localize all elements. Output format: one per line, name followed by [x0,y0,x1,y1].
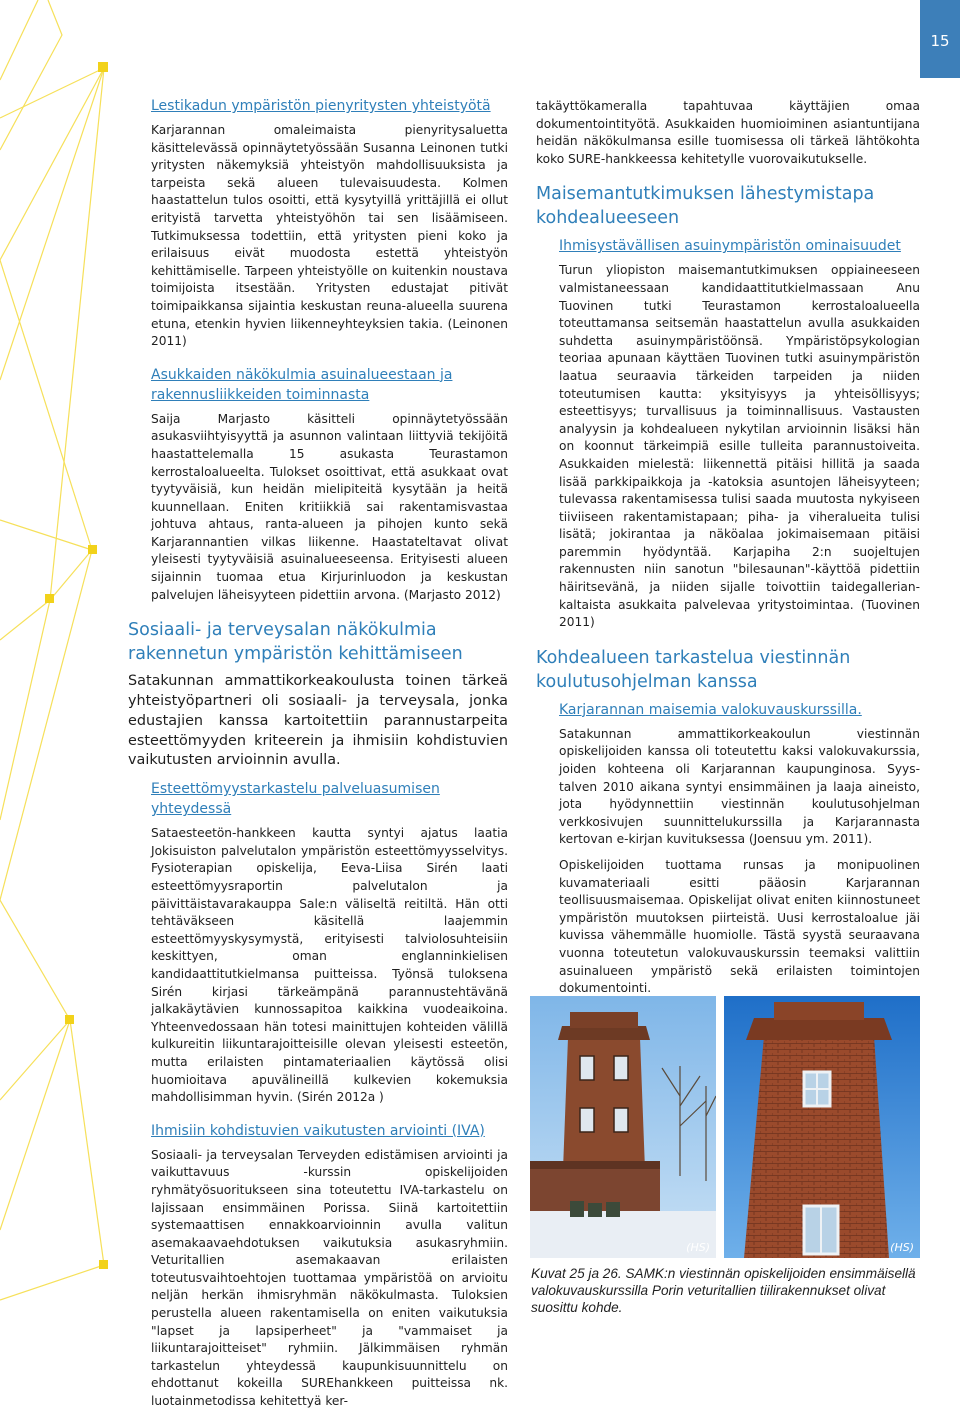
paragraph: Turun yliopiston maisemantutkimuksen oppiaineeseen valmistaneessaan kandidaattitutkielmassaan Anu Tuovinen tutki Teurastamon kerrostaloalueella toteuttamansa seitsemän haastattelun avulla asukkaiden suhdetta asuinympäristöönsä. Ympäristöpsykologian teoriaa apunaan käyttäen Tuovinen tutki asuinympäristön laatua seuraavia tärkeiden tarpeiden ja niiden toteutumisen kautta: yksityisyys ja yhteisöllisyys; esteettisyys; turvallisuus ja toiminnallisuus. Vastausten analyysin ja kohdealueen nykytilan arvioinnin lisäksi hän on koonnut tärkeimpiä esille tulleita parannustoiveita. Asukkaiden mielestä: liikennettä pitäisi hillitä ja saada lisää parkkipaikkoja ja -katoksia asuntojen läheisyyteen; tulevassa rakentamisessa tulisi saada muutosta nykyiseen tiiviiseen rakentamistapaan; piha- ja viheralueita tulisi lisätä; jokirantaa ja näköalaa jokimaisemaan pitäisi paremmin hyödyntää. Karjapiha 2:n suojeltujen rakennusten niin sanotun "bilesaunan"-käyttöä pidettiin häiritsevänä, ja niiden sijalle toivottiin taidegallerian-kaltaista asukkaita palvelevaa yritystoimintaa. (Tuovinen 2011) [559,263,920,630]
page-number: 15 [930,32,950,50]
decorative-line-network [0,0,130,1334]
section-iva [151,1121,508,1411]
paragraph: Karjarannan omaleimaista pienyritysaluetta käsittelevässä opinnäytetyössään Susanna Leinonen tutki yritysten näkemyksiä yhteistyön mahdollisuuksista ja tarpeista sekä alueen tulevaisuudesta. Kolmen haastattelun tulos osoitti, että kysytyillä yrittäjillä ei ollut erityistä tarvetta yhteistyöhön tai sen lisäämiseen. Tutkimuksessa todettiin, että yritysten pieni koko ja erilaisuus eivät muodosta estettä yhteistyön kehittämiselle. Tarpeen yhteistyölle on kuitenkin noustava toimijoista itsestään. Yritysten edustajat pitivät toimipaikkansa sijaintia keskustan reuna-alueella suurena etuna, etenkin hyvien liikenneyhteyksien takia. (Leinonen 2011) [151,123,508,349]
photo-pair [530,996,920,1258]
section-sosiaali-terveysala [128,618,508,771]
paragraph: Opiskelijoiden tuottama runsas ja monipuolinen kuvamateriaali esitti pääosin Karjarannan teollisuusmaisemaa. Opiskelijat olivat eniten kiinnostuneet ympäristön muutoksen piirteistä. Uusi kerrostaloalue jäi kuvissa vähemmälle huomiolle. Tästä syystä seuraavana vuonna toteutetun valokuvauskurssin teemaksi valittiin asuinalueen ympäristö sekä erilaisten toimintojen dokumentointi. [559,858,920,996]
paragraph: Sosiaali- ja terveysalan Terveyden edistämisen arviointi ja vaikuttavuus -kurssin opiskelijoiden ryhmätyösuoritukseen sina toteutettu IVA-tarkastelu on lajissaan ensimmäinen Porissa. Siinä kartoitettiin systemaattisen ennakkoarvioinnin avulla valitun asemakaavaehdotuksen vaikutuksia asukasryhmiin. Veturitallien asemakaavan erilaisten toteutusvaihtoehtojen tuottamaa ympäristöä on arvioitu neljän herkän ihmisryhmän näkökulmasta. Tuloksien perustella alueen rakentamisella on eniten vaikutuksia "lapset ja lapsiperheet" ja "vammaiset ja liikuntarajoitteiset" ryhmiin. Jälkimmäisen ryhmän tarkastelun yhteydessä kaupunkisuunnittelu on ehdottanut kokeilla SUREhankkeen puitteissa nk. luotainmetodissa kehitettyä ker- [151,1147,508,1409]
paragraph: Saija Marjasto käsitteli opinnäytetyössään asukasviihtyisyyttä ja asunnon valintaan liittyviä tekijöitä haastattelemalla 15 asukasta Teurastamon kerrostaloalueelta. Tulokset osoittivat, että asukkaat ovat tyytyväisiä, kun heidän mielipiteitä kysytään ja heitä kuunnellaan. Eniten kritiikkiä sai rakentamisvastaa johtuva ahtaus, ranta-alueen ja pihojen kunto sekä Karjarannantien vilkas liikenne. Haastateltavat olivat yleisesti tyytyväisiä asuinalueeseensa. Erityisesti alueen sijainnin tuomaa etua Kirjurinluodon ja keskustan palvelujen läheisyyteen pidettiin arvona. (Marjasto 2012) [151,411,508,602]
continued-paragraph: takäyttökameralla tapahtuvaa käyttäjien omaa dokumentointityötä. Asukkaiden huomioiminen asiantuntijana heidän näkökulmansa esille tuomisessa oli tärkeä lähtökohta koko SURE-hankkeessa kehitetylle vuorovaikutukselle. [536,99,920,166]
right-column [536,98,920,998]
page-number-tab [920,0,960,78]
section-ihmisystavallinen [559,236,920,631]
paragraph: Sataesteetön-hankkeen kautta syntyi ajatus laatia Jokisuiston palvelutalon ympäristön esteettömyysselvitys. Fysioterapian opiskelija, Eeva-Liisa Sirén laati esteettömyysraportin palvelutalon ja päivittäistavarakauppa Sale:n väliseltä reitiltä. Hän otti tehtäväkseen käsitellä laajemmin esteettömyyskysymystä, erityisesti talviolosuhteisiin keskittyen, oman englanninkielisen kandidaattitutkielmansa puitteissa. Työnsä tuloksena Sirén kirjasi tärkeämpänä parannustehtävänä jalkakäytävien kunnossapitoa kaikkina vuodeaikoina. Yhteenvedossaan hän totesi mainittujen kohteiden välillä kulkureitin liikuntarajoitteisille olevan yleisesti esteetön, mutta erilaisten pintamateriaalien käytössä olisi huomioitava apuvälineillä kulkevien kokemuksia mahdollisimman hyvin. (Sirén 2012a ) [151,826,508,1105]
section-pienyritysten-yhteistyo [151,96,508,351]
section-title: Ihmisystävällisen asuinympäristön ominaisuudet [559,238,901,255]
section-asukkaiden-nakokulmia [151,365,508,605]
heading: Sosiaali- ja terveysalan näkökulmia rakennetun ympäristön kehittämiseen [128,620,463,665]
section-title: Lestikadun ympäristön pienyritysten yhteistyötä [151,98,491,114]
section-title: Karjarannan maisemia valokuvauskurssilla. [559,701,862,718]
photo-caption: Kuvat 25 ja 26. SAMK:n viestinnän opiskelijoiden ensimmäisellä valokuvauskurssilla Porin veturitallien tiilirakennukset olivat suosittu kohde. [531,1266,916,1315]
photo-credit: (HS) [686,1241,710,1254]
section-esteettomyystarkastelu [151,779,508,1107]
section-title: Esteettömyystarkastelu palveluasumisen yhteydessä [151,781,440,818]
heading: Kohdealueen tarkastelua viestinnän koulutusohjelman kanssa [536,647,851,692]
heading: Maisemantutkimuksen lähestymistapa kohdealueeseen [536,184,875,229]
photo-credit: (HS) [890,1241,914,1254]
section-title: Ihmisiin kohdistuvien vaikutusten arviointi (IVA) [151,1122,485,1139]
section-title: Asukkaiden näkökulmia asuinalueestaan ja rakennusliikkeiden toiminnasta [151,366,453,403]
photo-tower-wide [530,996,716,1258]
section-valokuvauskurssi [559,700,920,998]
lead-paragraph: Satakunnan ammattikorkeakoulusta toinen tärkeä yhteistyöpartneri oli sosiaali- ja terveysala, jonka edustajien kanssa kartoitettiin parannustarpeita esteettömyyden kriteerein ja ihmisiin kohdistuvien vaikutusten arvioinnin avulla. [128,673,508,769]
photo-tower-closeup [724,996,920,1258]
paragraph: Satakunnan ammattikorkeakoulun viestinnän opiskelijoiden kanssa oli toteutettu kaksi valokuvakurssia, joiden kohteena oli Karjarannan kaupunginosa. Syys-talven 2010 aikana syntyi ensimmäinen ja laaja aineisto, jota hyödynnettiin viestinnän koulutusohjelman verkkosivujen suunnittelukurssilla ja Karjarannasta kertovan e-kirjan kuvituksessa (Joensuu ym. 2011). [559,726,920,847]
left-column [128,96,508,1411]
